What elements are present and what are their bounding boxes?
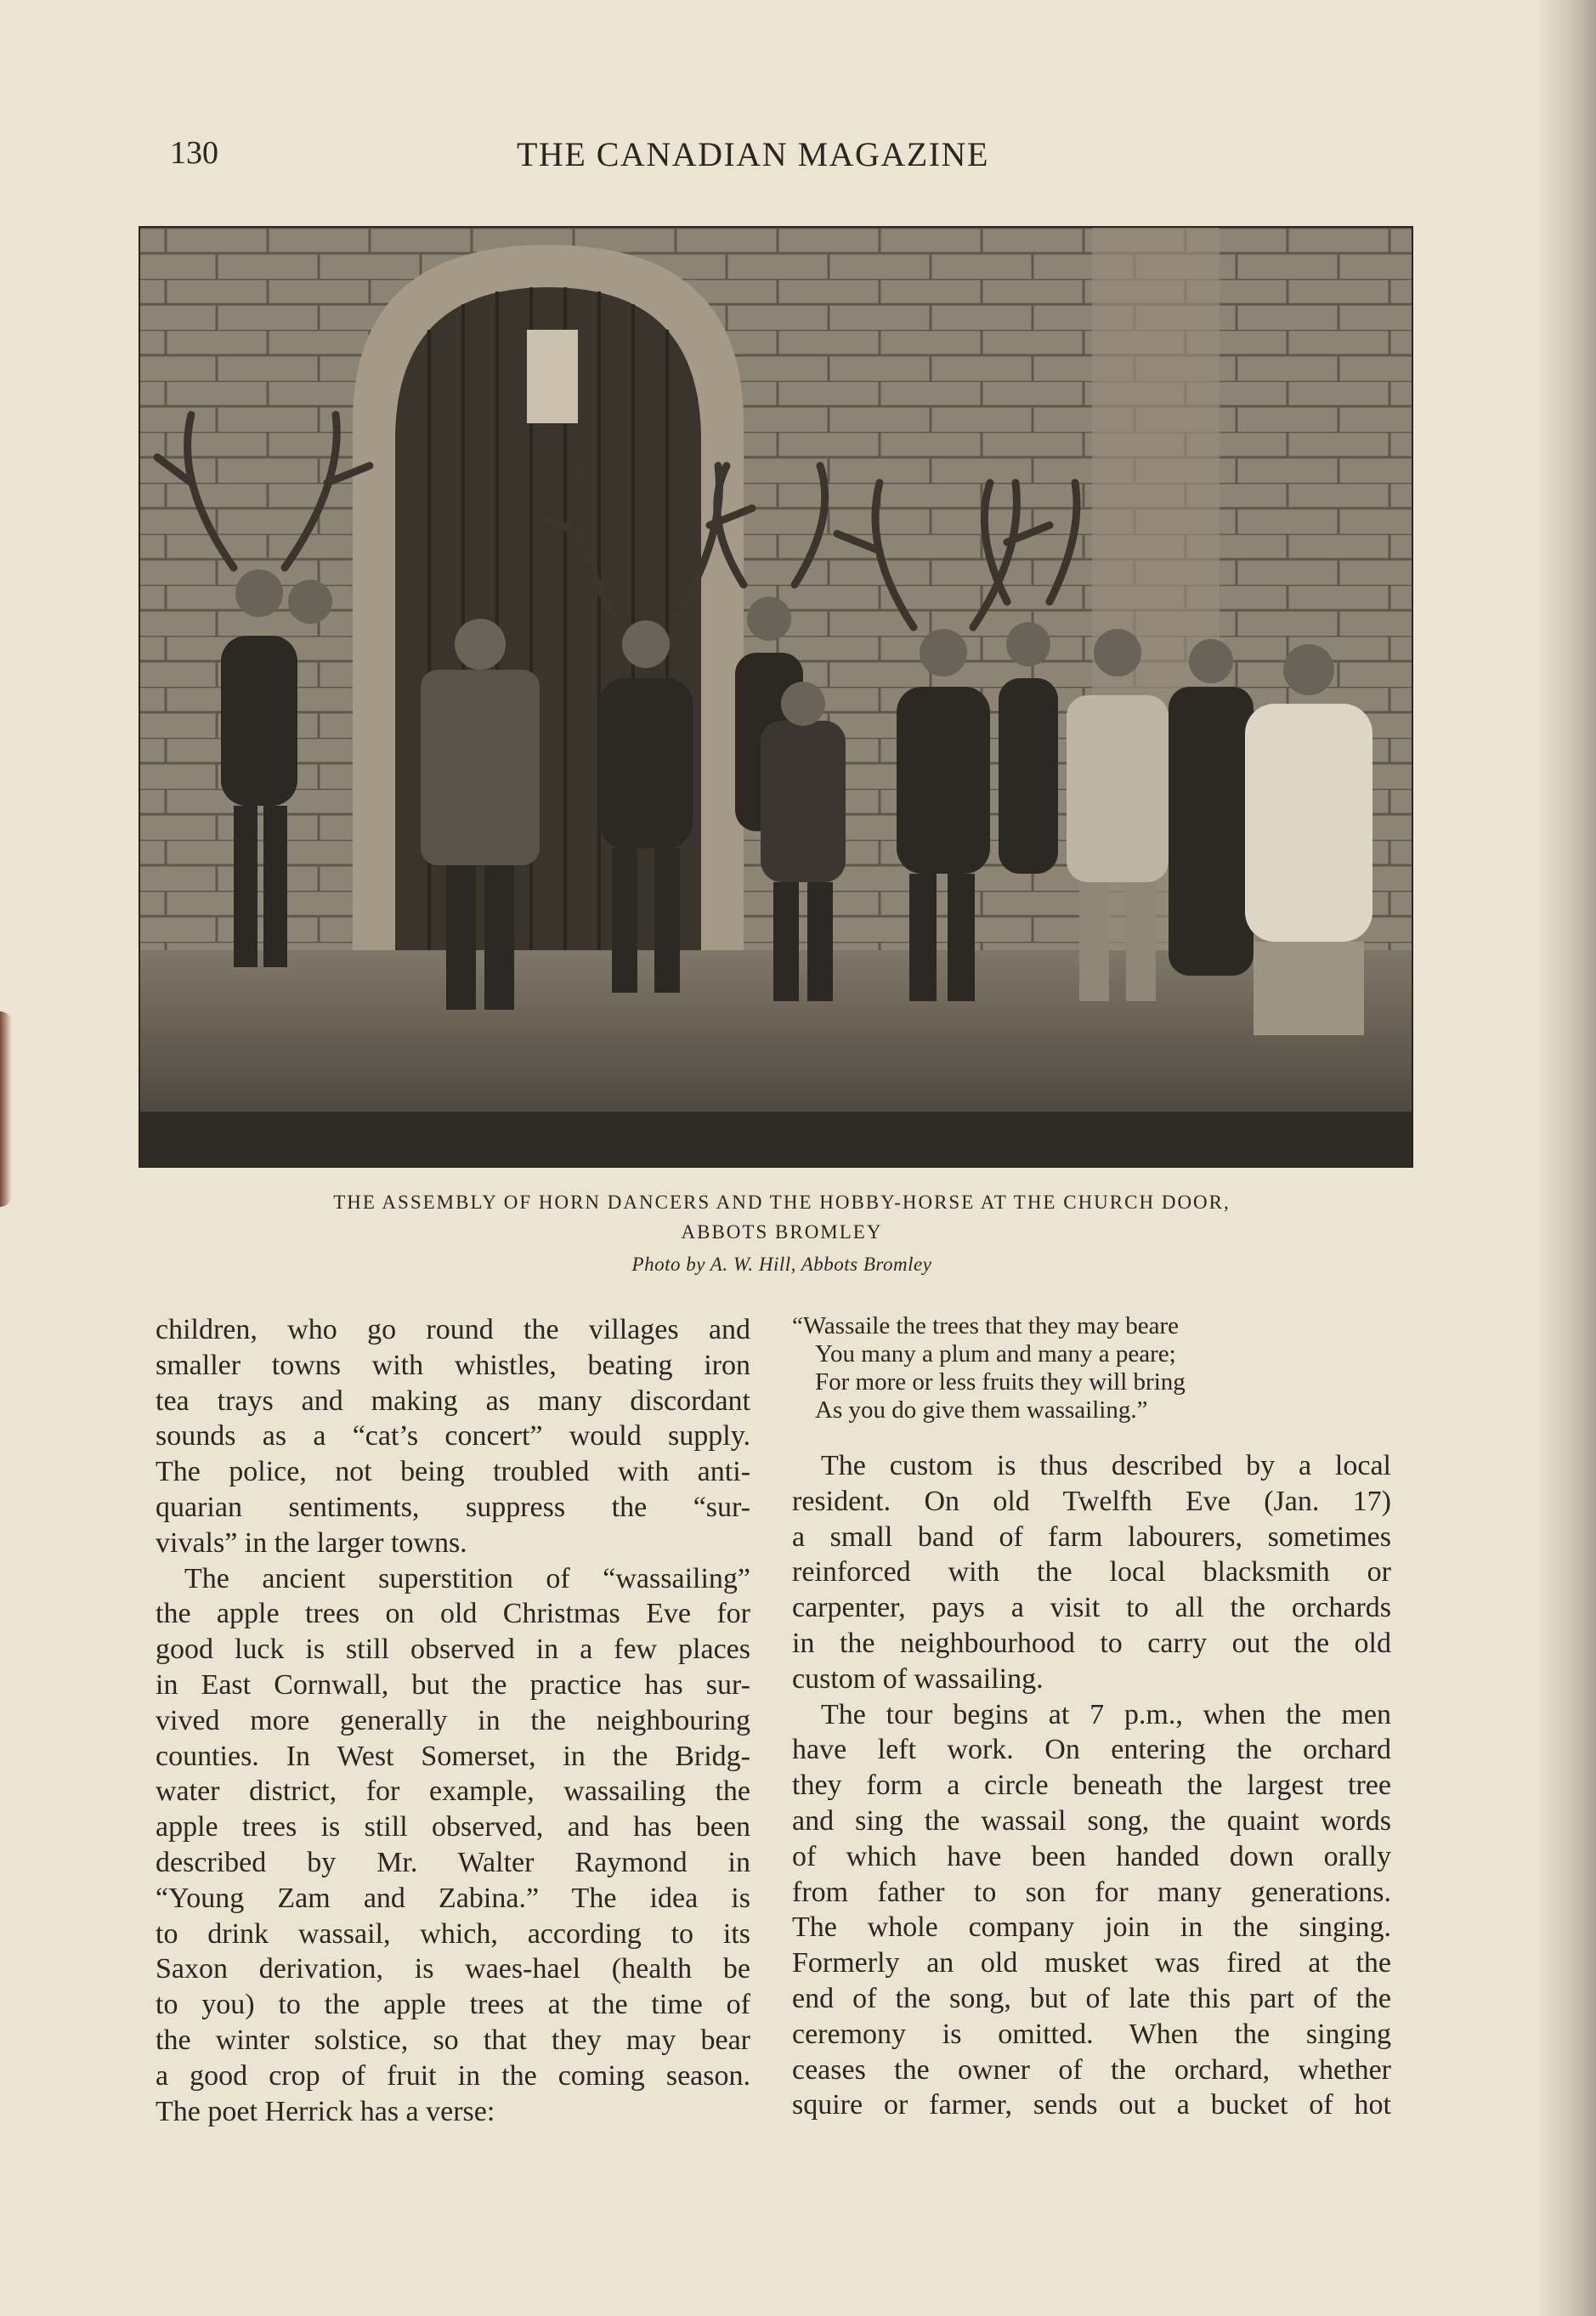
text-line: good luck is still observed in a few places (156, 1634, 750, 1666)
verse-line: For more or less fruits they will bring (815, 1368, 1186, 1396)
photo-credit: Photo by A. W. Hill, Abbots Bromley (631, 1254, 932, 1275)
text-line: quarian sentiments, suppress the “sur- (156, 1491, 750, 1523)
text-line: counties. In West Somerset, in the Bridg- (156, 1740, 750, 1772)
text-line: the winter solstice, so that they may bear (156, 2024, 750, 2056)
herrick-verse (792, 1312, 1391, 1424)
text-line: of which have been handed down orally (792, 1840, 1391, 1872)
text-line: The whole company join in the singing. (792, 1911, 1391, 1944)
text-line: The custom is thus described by a local (821, 1450, 1391, 1481)
text-line: and sing the wassail song, the quaint words (792, 1804, 1391, 1837)
verse-line: You many a plum and many a peare; (815, 1340, 1176, 1368)
text-line: a good crop of fruit in the coming season. (156, 2059, 750, 2092)
verse-line: “Wassaile the trees that they may beare (792, 1312, 1180, 1339)
caption-line-2: ABBOTS BROMLEY (681, 1220, 883, 1243)
text-line: custom of wassailing. (792, 1662, 1044, 1695)
text-line: to drink wassail, which, according to its (156, 1917, 750, 1950)
text-line: a small band of farm labourers, sometimes (792, 1520, 1391, 1553)
page-header (170, 134, 1062, 185)
paragraph (156, 1561, 750, 2130)
text-line: in East Cornwall, but the practice has sur- (156, 1668, 750, 1701)
text-line: ceases the owner of the orchard, whether (792, 2053, 1391, 2086)
text-line: vivals” in the larger towns. (156, 1526, 467, 1559)
text-line: tea trays and making as many discordant (156, 1385, 750, 1417)
text-line: The ancient superstition of “wassailing” (184, 1562, 750, 1594)
paragraph (792, 1448, 1391, 1697)
text-line: in the neighbourhood to carry out the old (792, 1627, 1391, 1659)
text-line: from father to son for many generations. (792, 1876, 1391, 1908)
paragraph (792, 1697, 1391, 2124)
text-line: children, who go round the villages and (156, 1314, 750, 1345)
text-line: apple trees is still observed, and has been (156, 1811, 750, 1843)
left-text-column (156, 1312, 750, 2129)
text-line: Saxon derivation, is waes-hael (health be (156, 1953, 750, 1985)
text-line: the apple trees on old Christmas Eve for (156, 1598, 750, 1630)
verse-line: As you do give them wassailing.” (815, 1396, 1148, 1424)
page-edge-mark (0, 1011, 12, 1207)
running-title: THE CANADIAN MAGAZINE (517, 135, 989, 173)
text-line: carpenter, pays a visit to all the orchards (792, 1592, 1391, 1624)
figure-caption (170, 1188, 1394, 1247)
text-line: The poet Herrick has a verse: (156, 2095, 495, 2127)
text-line: ceremony is omitted. When the singing (792, 2018, 1391, 2050)
caption-line-1: THE ASSEMBLY OF HORN DANCERS AND THE HOBBY-HORSE AT THE CHURCH DOOR, (333, 1192, 1231, 1213)
text-line: The tour begins at 7 p.m., when the men (821, 1698, 1391, 1730)
photograph-horn-dancers (139, 226, 1413, 1168)
text-line: Formerly an old musket was fired at the (792, 1947, 1391, 1979)
text-line: squire or farmer, sends out a bucket of hot (792, 2089, 1391, 2121)
right-text-column (792, 1312, 1391, 2123)
text-line: to you) to the apple trees at the time of (156, 1989, 750, 2021)
page-number: 130 (170, 135, 218, 171)
text-line: resident. On old Twelfth Eve (Jan. 17) (792, 1485, 1391, 1517)
paragraph (156, 1312, 750, 1561)
text-line: water district, for example, wassailing the (156, 1775, 750, 1808)
text-line: described by Mr. Walter Raymond in (156, 1846, 750, 1878)
text-line: sounds as a “cat’s concert” would supply. (156, 1420, 750, 1452)
text-line: have left work. On entering the orchard (792, 1734, 1391, 1766)
page-gutter-shadow (1537, 0, 1596, 2316)
text-line: end of the song, but of late this part of the (792, 1982, 1391, 2014)
text-line: “Young Zam and Zabina.” The idea is (156, 1882, 750, 1914)
text-line: The police, not being troubled with anti- (156, 1456, 750, 1488)
text-line: smaller towns with whistles, beating iron (156, 1349, 750, 1381)
text-line: vived more generally in the neighbouring (156, 1704, 750, 1736)
text-line: they form a circle beneath the largest tree (792, 1770, 1391, 1802)
text-line: reinforced with the local blacksmith or (792, 1556, 1391, 1588)
